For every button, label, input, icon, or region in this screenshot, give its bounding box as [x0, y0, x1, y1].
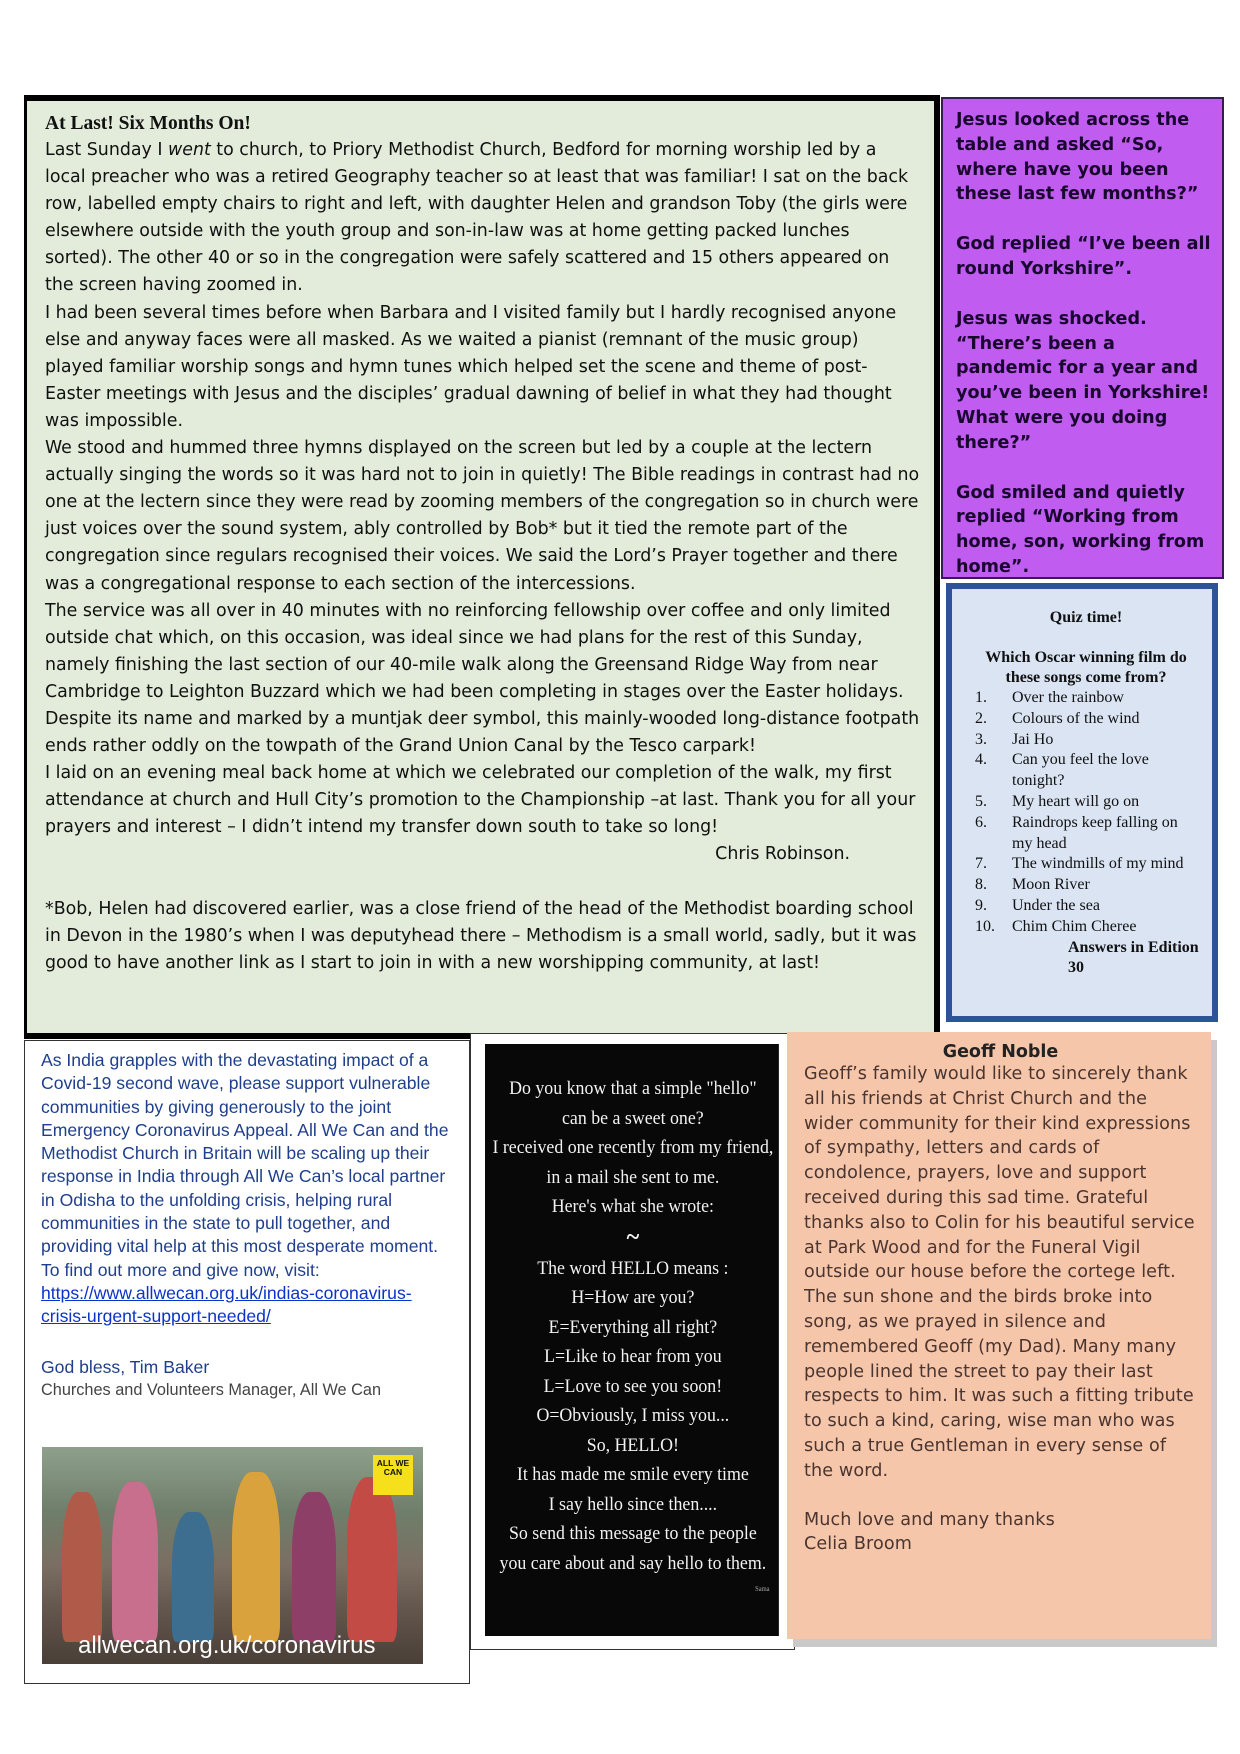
tribute-thanks: Much love and many thanks — [804, 1509, 1055, 1530]
appeal-role: Churches and Volunteers Manager, All We Can — [41, 1380, 381, 1399]
quiz-item-text: Jai Ho — [1012, 730, 1054, 748]
poem-line: you care about and say hello to them. — [499, 1552, 767, 1574]
joke-paragraph-2: God replied “I’ve been all round Yorkshire”. — [956, 234, 1211, 279]
poem-line: L=Like to hear from you — [544, 1346, 722, 1367]
poem-line: I say hello since then.... — [548, 1493, 718, 1515]
hello-poem-image — [485, 1044, 779, 1636]
quiz-item-number: 4. — [975, 751, 987, 769]
tribute-signature: Celia Broom — [804, 1534, 912, 1555]
quiz-item-number: 6. — [975, 813, 987, 831]
article-footnote: *Bob, Helen had discovered earlier, was a close friend of the head of the Methodist boarding school in Devon in the 1980’s when I was deputyhead there – Methodism is a small world, sadly, but it was good to have another link as I start to join in with a new worshipping community, at last! — [45, 898, 917, 973]
appeal-photo — [42, 1447, 423, 1664]
quiz-box — [946, 583, 1218, 1022]
poem-line: E=Everything all right? — [548, 1316, 718, 1338]
article-paragraph-2: I had been several times before when Barbara and I visited family but I hardly recognised anyone else and anyway faces were all masked. As we waited a pianist (remnant of the music group) played familiar worship songs and hymn tunes which helped set the scene and theme of post-Easter meetings with Jesus and the disciples’ gradual dawning of belief in what they had thought was impossible. — [45, 302, 897, 431]
quiz-item-text: Colours of the wind — [1012, 709, 1140, 727]
joke-paragraph-3: Jesus was shocked. “There’s been a pandemic for a year and you’ve been in Yorkshire! What were you doing there?” — [956, 308, 1210, 453]
article-signature: Chris Robinson. — [715, 844, 850, 865]
article-text: Last Sunday I — [45, 140, 169, 160]
all-we-can-logo: ALL WE CAN — [373, 1455, 413, 1495]
poem-line: The word HELLO means : — [537, 1257, 729, 1279]
quiz-item-text: The windmills of my mind — [1012, 855, 1184, 873]
article-paragraph-5: I laid on an evening meal back home at which we celebrated our completion of the walk, my first attendance at church and Hull City’s promotion to the Championship –at last. Thank you for all your prayers and interest – I didn’t intend my transfer down south to take so long! — [45, 763, 916, 838]
article-title: At Last! Six Months On! — [45, 113, 251, 134]
quiz-item-text: Moon River — [1012, 876, 1090, 894]
quiz-item-number: 7. — [975, 855, 987, 873]
quiz-item — [972, 813, 1200, 855]
quiz-item-number: 3. — [975, 730, 987, 748]
quiz-question: Which Oscar winning film do these songs come from? — [985, 649, 1187, 686]
poem-signature: Sama — [755, 1584, 770, 1593]
joke-paragraph-1: Jesus looked across the table and asked “So, where have you been these last few months?” — [956, 110, 1199, 205]
quiz-item — [972, 917, 1200, 938]
tribute-title: Geoff Noble — [942, 1042, 1059, 1062]
quiz-item — [972, 896, 1200, 917]
tribute-body: Geoff’s family would like to sincerely thank all his friends at Christ Church and the wider community for their kind expressions of sympathy, letters and cards of condolence, prayers, love and support received during this sad time. Grateful thanks also to Colin for his beautiful service at Park Wood and for the Funeral Vigil outside our house before the cortege left. The sun shone and the birds broke into song, as we prayed in silence and remembered Geoff (my Dad). Many many people lined the street to pay their last respects to him. It was such a fitting tribute to such a kind, caring, wise man who was such a true Gentleman in every sense of the word. — [804, 1064, 1195, 1481]
joke-paragraph-4: God smiled and quietly replied “Working from home, son, working from home”. — [956, 482, 1205, 577]
quiz-item-text: Over the rainbow — [1012, 689, 1124, 706]
article-text: to church, to Priory Methodist Church, Bedford for morning worship led by a local preacher who was a retired Geography teacher so at least that was familiar! I sat on the back row, labelled empty chairs to right and left, with daughter Helen and grandson Toby (the girls were elsewhere outside with the youth group and son-in-law was at home getting packed lunches sorted). The other 40 or so in the congregation were safely scattered and 15 others appeared on the screen having zoomed in. — [45, 140, 909, 296]
quiz-item-number: 2. — [975, 709, 987, 727]
poem-line: Do you know that a simple "hello" — [509, 1078, 757, 1099]
poem-line: So send this message to the people — [508, 1523, 757, 1544]
quiz-item-number: 10. — [975, 917, 995, 935]
quiz-item — [972, 854, 1200, 875]
article-emphasis: went — [168, 140, 211, 160]
quiz-item-text: Chim Chim Cheree — [1012, 917, 1137, 935]
article-paragraph-1 — [45, 137, 920, 300]
quiz-item — [972, 792, 1200, 813]
joke-box — [941, 97, 1224, 579]
quiz-item-text: Can you feel the love tonight? — [1012, 751, 1149, 790]
quiz-item-text: Under the sea — [1012, 896, 1100, 914]
quiz-item — [972, 875, 1200, 896]
poem-line: H=How are you? — [571, 1287, 695, 1308]
photo-caption: allwecan.org.uk/coronavirus — [78, 1632, 376, 1659]
poem-line: O=Obviously, I miss you... — [536, 1405, 730, 1426]
quiz-item-number: 1. — [975, 689, 987, 706]
quiz-item-text: My heart will go on — [1012, 792, 1140, 810]
quiz-title: Quiz time! — [1049, 609, 1123, 626]
article-box — [24, 95, 940, 1039]
poem-line: So, HELLO! — [586, 1434, 679, 1456]
quiz-item-text: Raindrops keep falling on my head — [1012, 813, 1178, 852]
poem-line: Here's what she wrote: — [551, 1196, 715, 1217]
article-paragraph-4: The service was all over in 40 minutes with no reinforcing fellowship over coffee and only limited outside chat which, on this occasion, was ideal since we had plans for the rest of this Sunday, namely finishing the last section of our 40-mile walk along the Greensand Ridge Way from near Cambridge to Leighton Buzzard which we had been completing in stages over the Easter holidays. Despite its name and marked by a muntjak deer symbol, this mainly-wooded long-distance footpath ends rather oddly on the towpath of the Grand Union Canal by the Tesco carpark! — [45, 600, 920, 757]
poem-line: L=Love to see you soon! — [543, 1375, 723, 1397]
poem-line: in a mail she sent to me. — [546, 1166, 720, 1188]
appeal-link[interactable]: https://www.allwecan.org.uk/indias-coronavirus-crisis-urgent-support-needed/ — [41, 1282, 412, 1327]
quiz-list — [972, 688, 1200, 938]
quiz-item-number: 9. — [975, 896, 987, 914]
poem-line: It has made me smile every time — [516, 1464, 749, 1485]
appeal-text — [41, 1049, 453, 1329]
article-paragraph-3: We stood and hummed three hymns displayed on the screen but led by a couple at the lectern actually singing the words so it was hard not to join in quietly! The Bible readings in contrast had no one at the lectern since they were read by zooming members of the congregation so in church were just voices over the sound system, ably controlled by Bob* but it tied the remote part of the congregation since regulars recognised their voices. We said the Lord’s Prayer together and there was a congregational response to each section of the intercessions. — [45, 438, 920, 594]
appeal-sign-off: God bless, Tim Baker — [41, 1356, 210, 1377]
quiz-item — [972, 688, 1200, 709]
tribute-box — [787, 1032, 1211, 1639]
poem-line: I received one recently from my friend, — [492, 1137, 774, 1158]
quiz-item — [972, 730, 1200, 751]
poem-line: can be a sweet one? — [562, 1107, 704, 1129]
quiz-item-number: 8. — [975, 876, 987, 894]
quiz-item — [972, 750, 1200, 792]
appeal-box — [24, 1040, 470, 1684]
quiz-answers-note: Answers in Edition 30 — [1068, 938, 1199, 977]
quiz-item — [972, 709, 1200, 730]
appeal-body: As India grapples with the devastating impact of a Covid-19 second wave, please support vulnerable communities by giving generously to the joint Emergency Coronavirus Appeal. All We Can and the Methodist Church in Britain will be scaling up their response in India through All We Can’s local partner in Odisha to the unfolding crisis, helping rural communities in the state to pull together, and providing vital help at this most desperate moment. To find out more and give now, visit: — [41, 1050, 449, 1280]
quiz-item-number: 5. — [975, 792, 987, 810]
tilde-divider-icon: ~ — [626, 1221, 640, 1251]
